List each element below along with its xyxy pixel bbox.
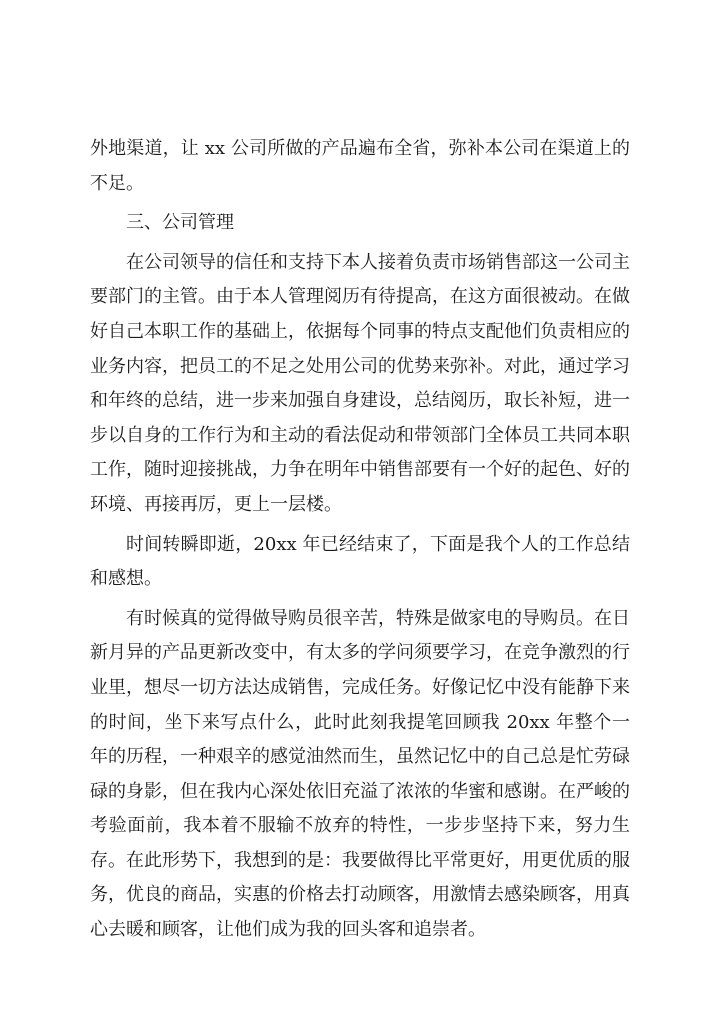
section-heading-company-management: 三、公司管理 — [126, 212, 234, 234]
paragraph-sales-guide-reflection: 有时候真的觉得做导购员很辛苦，特殊是做家电的导购员。在日新月异的产品更新改变中，有太多的学问须要学习，在竞争激烈的行业里，想尽一切方法达成销售，完成任务。好像记忆中没有能静下来的时间，坐下来写点什么，此时此刻我提笔回顾我 20xx 年整个一年的历程，一种艰辛的感觉油然而生，虽然记忆中的自己总是忙劳碌碌的身影，但在我内心深处依旧充溢了浓浓的华蜜和感谢。在严峻的考验面前，我本着不服输不放弃的特性，一步步坚持下来，努力生存。在此形势下，我想到的是：我要做得比平常更好，用更优质的服务，优良的商品，实惠的价格去打动顾客，用激情去感染顾客，用真心去暖和顾客，让他们成为我的回头客和追崇者。 — [90, 607, 630, 941]
paragraph-management: 在公司领导的信任和支持下本人接着负责市场销售部这一公司主要部门的主管。由于本人管理阅历有待提高，在这方面很被动。在做好自己本职工作的基础上，依据每个同事的特点支配他们负责相应的业务内容，把员工的不足之处用公司的优势来弥补。对此，通过学习和年终的总结，进一步来加强自身建设，总结阅历，取长补短，进一步以自身的工作行为和主动的看法促动和带领部门全体员工共同本职工作，随时迎接挑战，力争在明年中销售部要有一个好的起色、好的环境、再接再厉，更上一层楼。 — [90, 251, 630, 515]
paragraph-channel-continuation: 外地渠道，让 xx 公司所做的产品遍布全省，弥补本公司在渠道上的不足。 — [90, 138, 630, 194]
paragraph-year-summary-intro: 时间转瞬即逝，20xx 年已经结束了，下面是我个人的工作总结和感想。 — [90, 533, 630, 590]
document-body — [90, 132, 630, 948]
